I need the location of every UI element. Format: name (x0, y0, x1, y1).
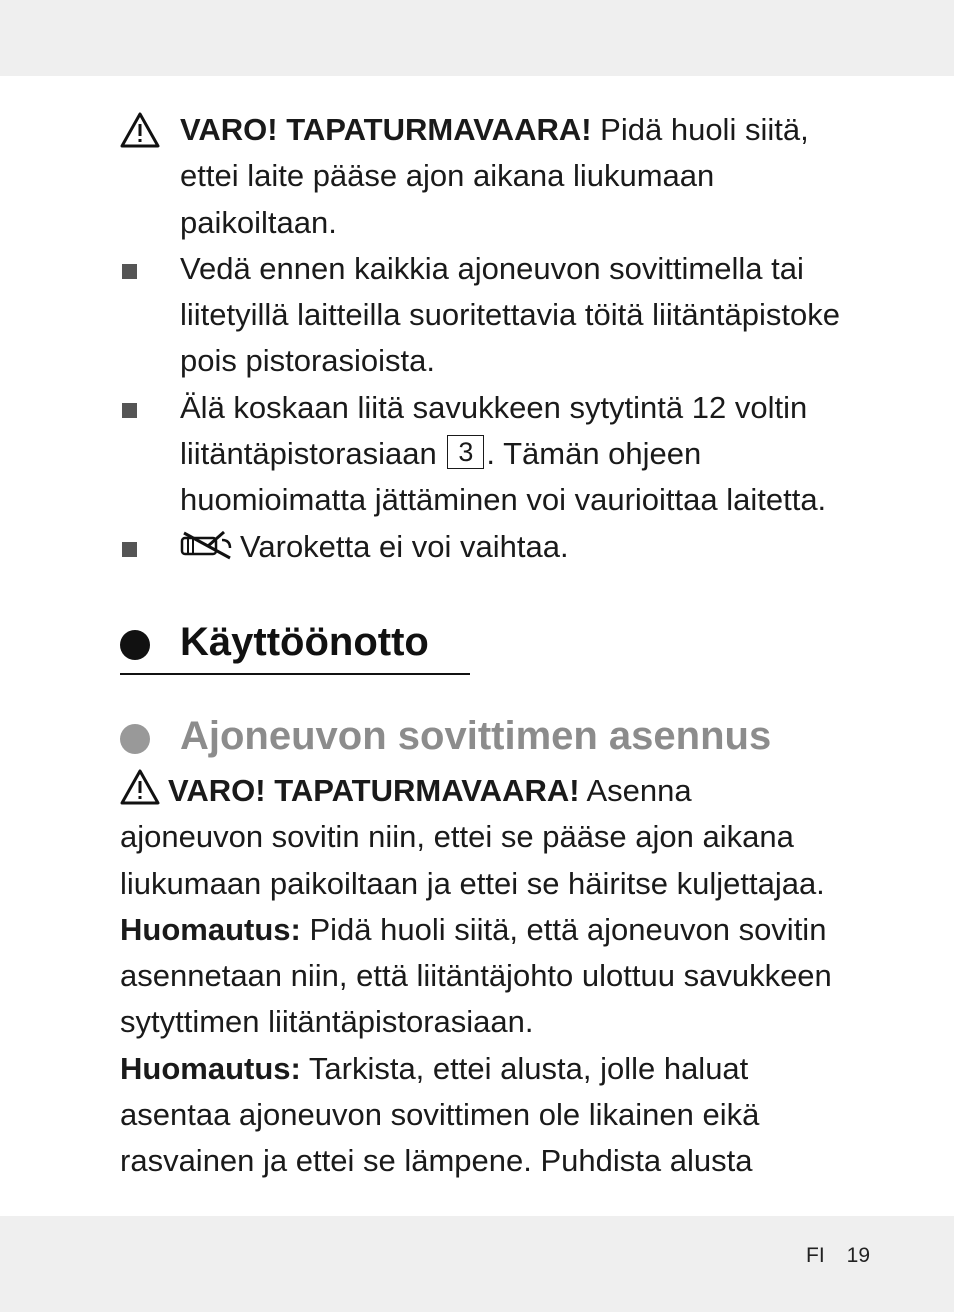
note-label: Huomautus: (120, 911, 301, 947)
bullet-item-3 (120, 524, 840, 570)
warning-label: VARO! TAPATURMAVAARA! (180, 112, 592, 147)
warning-label: VARO! TAPATURMAVAARA! (168, 772, 580, 808)
note-paragraph-1 (120, 907, 840, 1046)
note-paragraph-2 (120, 1046, 840, 1185)
heading-underline (120, 673, 470, 675)
warning-paragraph-2 (120, 768, 840, 907)
heading-bullet-icon (120, 724, 150, 754)
bullet-text: Varoketta ei voi vaihtaa. (240, 528, 569, 564)
note-text: Pidä huoli siitä, että ajoneuvon sovitin asennetaan niin, että liitäntäjohto ulottuu savukkeen sytyttimen liitäntäpistorasiaan. (120, 911, 832, 1040)
warning-triangle-icon (120, 769, 160, 805)
note-text: Tarkista, ettei alusta, jolle haluat asentaa ajoneuvon sovittimen ole likainen eikä rasvainen ja ettei se lämpene. Puhdista alusta (120, 1050, 760, 1179)
section-heading-asennus (120, 708, 840, 768)
warning-paragraph-1 (120, 107, 840, 246)
bullet-text: Älä koskaan liitä savukkeen sytytintä 12 voltin liitäntäpistorasiaan (180, 389, 808, 472)
square-bullet-icon (122, 542, 137, 557)
bullet-item-1 (120, 246, 840, 385)
section-heading-kayttoonotto (120, 614, 840, 678)
note-label: Huomautus: (120, 1050, 301, 1086)
square-bullet-icon (122, 264, 137, 279)
figure-reference-box: 3 (447, 435, 484, 469)
top-band (0, 0, 954, 76)
page-content (120, 107, 840, 1185)
warning-text: Pidä huoli siitä, ettei laite pääse ajon aikana liukumaan paikoiltaan. (180, 112, 809, 240)
fuse-not-replaceable-icon (180, 530, 234, 560)
warning-triangle-icon (120, 112, 160, 148)
language-code: FI (806, 1244, 825, 1267)
bullet-text: Vedä ennen kaikkia ajoneuvon sovittimella tai liitetyillä laitteilla suoritettavia töitä liitäntäpistoke pois pistorasioista. (180, 250, 840, 379)
page-number: 19 (846, 1244, 871, 1267)
heading-text: Ajoneuvon sovittimen asennus (180, 713, 772, 758)
heading-text: Käyttöönotto (180, 619, 429, 664)
warning-text: Asenna ajoneuvon sovitin niin, ettei se pääse ajon aikana liukumaan paikoiltaan ja ettei se häiritse kuljettajaa. (120, 772, 825, 901)
square-bullet-icon (122, 403, 137, 418)
bullet-item-2 (120, 385, 840, 524)
heading-bullet-icon (120, 630, 150, 660)
bullet-text: . Tämän ohjeen huomioimatta jättäminen voi vaurioittaa laitetta. (180, 436, 827, 518)
page-footer (806, 1244, 892, 1268)
